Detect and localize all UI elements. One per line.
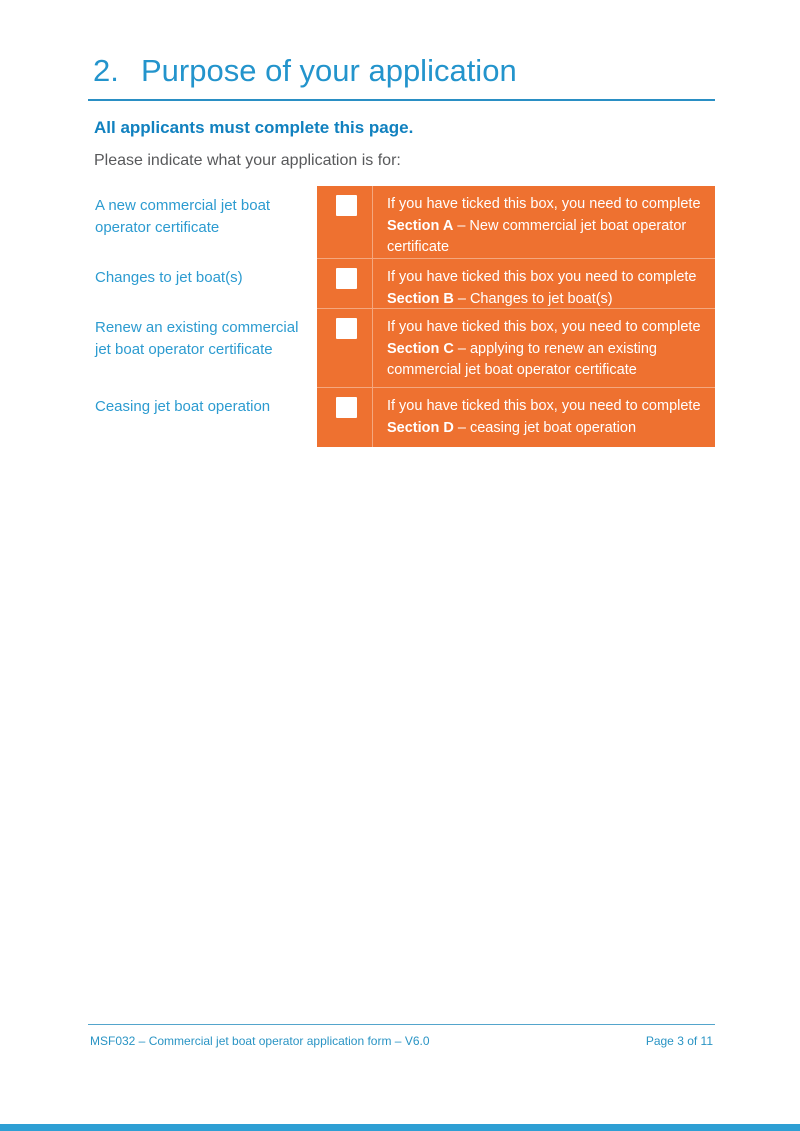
table-row-ceasing xyxy=(88,387,715,447)
footer-page-number: Page 3 of 11 xyxy=(645,1034,713,1048)
section-ref: Section A xyxy=(386,217,454,234)
table-row-changes xyxy=(88,258,715,308)
purpose-table xyxy=(88,186,715,447)
section-ref: Section C xyxy=(386,340,454,357)
row-instruction-cell xyxy=(317,308,715,387)
checkbox-cell xyxy=(317,259,373,308)
changes-checkbox[interactable] xyxy=(336,268,357,289)
instruction-lead: If you have ticked this box, you need to complete xyxy=(386,196,701,212)
row-instruction-text xyxy=(373,388,715,447)
new-certificate-checkbox[interactable] xyxy=(336,195,357,216)
page-footer xyxy=(88,1024,715,1048)
instruction-rest: – applying to renew an existing commercial jet boat operator certificate xyxy=(386,340,657,378)
instruction-rest: – New commercial jet boat operator certificate xyxy=(386,217,687,255)
intro-text: Please indicate what your application is for: xyxy=(94,152,401,169)
section-ref: Section D xyxy=(386,419,454,436)
page-content xyxy=(88,0,715,447)
renew-checkbox[interactable] xyxy=(336,318,357,339)
instruction-lead: If you have ticked this box you need to complete xyxy=(386,269,697,285)
row-label: A new commercial jet boat operator certificate xyxy=(95,197,271,236)
instruction-lead: If you have ticked this box, you need to complete xyxy=(386,398,701,414)
row-label: Renew an existing commercial jet boat operator certificate xyxy=(95,319,299,358)
row-label: Ceasing jet boat operation xyxy=(95,398,271,415)
row-label: Changes to jet boat(s) xyxy=(95,269,243,286)
checkbox-cell xyxy=(317,309,373,387)
table-row-new-certificate xyxy=(88,186,715,258)
bottom-accent-bar xyxy=(0,1124,800,1131)
section-ref: Section B xyxy=(386,290,454,307)
row-instruction-cell xyxy=(317,387,715,447)
ceasing-checkbox[interactable] xyxy=(336,397,357,418)
row-instruction-cell xyxy=(317,258,715,308)
section-title-text: Purpose of your application xyxy=(141,53,517,88)
row-instruction-text xyxy=(373,259,715,308)
section-number: 2. xyxy=(93,53,119,88)
footer-document-id: MSF032 – Commercial jet boat operator application form – V6.0 xyxy=(90,1034,430,1048)
instruction-rest: – ceasing jet boat operation xyxy=(453,419,637,436)
row-instruction-text xyxy=(373,186,715,258)
instruction-rest: – Changes to jet boat(s) xyxy=(453,290,613,307)
page-title xyxy=(88,52,715,101)
instruction-lead: If you have ticked this box, you need to complete xyxy=(386,319,701,335)
table-row-renew xyxy=(88,308,715,387)
row-instruction-cell xyxy=(317,186,715,258)
row-instruction-text xyxy=(373,309,715,387)
subheading: All applicants must complete this page. xyxy=(94,118,414,137)
checkbox-cell xyxy=(317,388,373,447)
checkbox-cell xyxy=(317,186,373,258)
